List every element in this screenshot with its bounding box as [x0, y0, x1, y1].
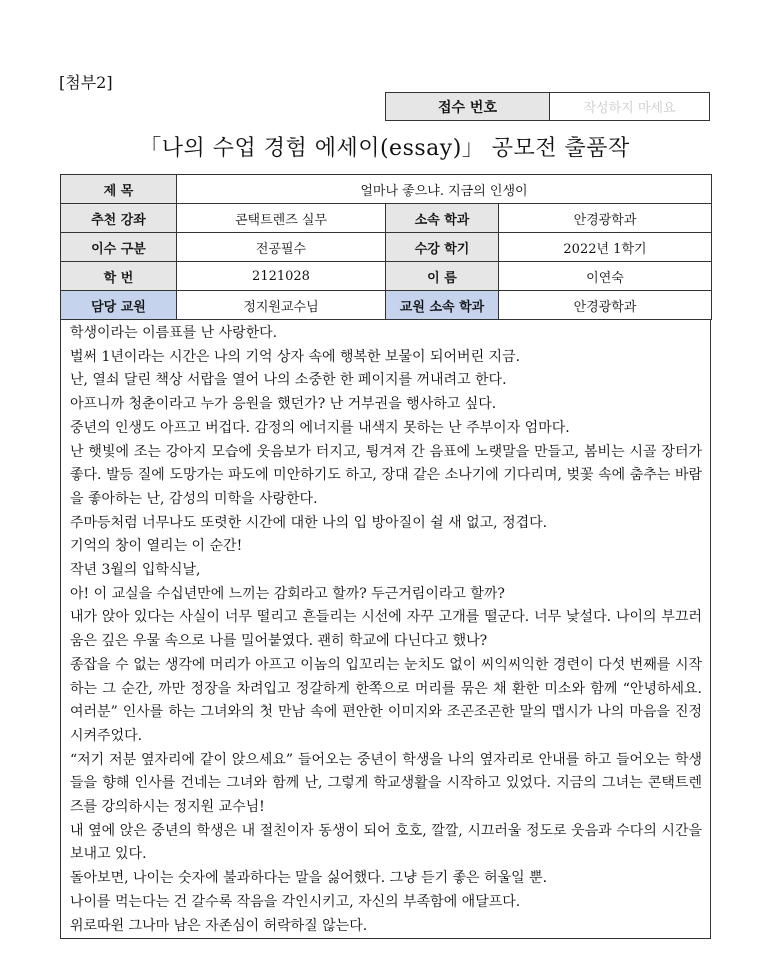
essay-paragraph: 학생이라는 이름표를 난 사랑한다. [70, 325, 278, 341]
essay-paragraph: 종잡을 수 없는 생각에 머리가 아프고 이놈의 입꼬리는 눈치도 없이 씨익씨익한 경련이 다섯 번째를 시작하는 그 순간, 까만 정장을 차려입고 정갈하게 한쪽으로 머리를 묶은 채 환한 미소와 함께 “안녕하세요. 여러분” 인사를 하는 그녀와의 첫 만남 속에 편안한 이미지와 조곤조곤한 말의 맵시가 나의 마음을 진정시켜주었다. [70, 656, 702, 744]
essay-paragraph: 내가 앉아 있다는 사실이 너무 떨리고 흔들리는 시선에 자꾸 고개를 떨군다. 너무 낯설다. 나이의 부끄러움은 깊은 우물 속으로 나를 밀어붙였다. 괜히 학교에 다닌다고 했나? [70, 609, 702, 650]
essay-paragraph: 주마등처럼 너무나도 또렷한 시간에 대한 나의 입 방아질이 쉴 새 없고, 정겹다. [70, 514, 548, 531]
semester-value: 2022년 1학기 [499, 233, 712, 262]
essay-paragraph: 중년의 인생도 아프고 버겁다. 감정의 에너지를 내색지 못하는 난 주부이자 엄마다. [70, 419, 570, 436]
professor-value: 정지원교수님 [177, 291, 386, 320]
essay-paragraph: 아! 이 교실을 수십년만에 느끼는 감회라고 할까? 두근거림이라고 할까? [70, 585, 505, 602]
title-value: 얼마나 좋으냐. 지금의 인생이 [177, 175, 712, 204]
attachment-label: [첨부2] [59, 73, 113, 92]
title-label: 제 목 [61, 175, 177, 204]
receipt-number-field[interactable]: 작성하지 마세요 [583, 101, 676, 116]
essay-paragraph: 난 햇빛에 조는 강아지 모습에 웃음보가 터지고, 튕겨져 간 음표에 노랫말을 만들고, 봄비는 시골 장터가 좋다. 발등 질에 도망가는 파도에 미안하기도 하고, 장대 같은 소나기에 기다리며, 벚꽃 속에 춤추는 바람을 좋아하는 난, 감성의 미학을 사랑한다. [70, 443, 702, 507]
essay-paragraph: 위로따윈 그나마 남은 자존심이 허락하질 않는다. [70, 917, 368, 934]
department-label: 소속 학과 [386, 204, 499, 233]
table-row [61, 291, 712, 320]
essay-paragraph: “저기 저분 옆자리에 같이 앉으세요” 들어오는 중년이 학생을 나의 옆자리로 안내를 하고 들어오는 학생들을 향해 인사를 건네는 그녀와 함께 난, 그렇게 학교생활을 시작하고 있었다. 지금의 그녀는 콘택트렌즈를 강의하시는 정지원 교수님! [70, 751, 702, 816]
professor-label: 담당 교원 [61, 291, 177, 320]
name-label: 이 름 [386, 262, 499, 291]
entry-info-table [60, 174, 712, 320]
table-row [61, 262, 712, 291]
essay-paragraph: 난, 열쇠 달린 책상 서랍을 열어 나의 소중한 한 페이지를 꺼내려고 한다. [70, 372, 507, 389]
essay-paragraph: 나이를 먹는다는 건 갈수록 작음을 각인시키고, 자신의 부족함에 애달프다. [70, 893, 521, 910]
course-type-label: 이수 구분 [61, 233, 177, 262]
essay-paragraph: 기억의 창이 열리는 이 순간! [70, 538, 243, 555]
essay-paragraph: 벌써 1년이라는 시간은 나의 기억 상자 속에 행복한 보물이 되어버린 지금. [70, 348, 521, 365]
course-label: 추천 강좌 [61, 204, 177, 233]
table-row [61, 233, 712, 262]
professor-department-label: 교원 소속 학과 [386, 291, 499, 320]
course-value: 콘택트렌즈 실무 [177, 204, 386, 233]
department-value: 안경광학과 [499, 204, 712, 233]
essay-paragraph: 내 옆에 앉은 중년의 학생은 내 절친이자 동생이 되어 호호, 깔깔, 시끄러울 정도로 웃음과 수다의 시간을 보내고 있다. [70, 822, 702, 863]
essay-paragraph: 아프니까 청춘이라고 누가 응원을 했던가? 난 거부권을 행사하고 싶다. [70, 396, 497, 413]
name-value: 이연숙 [499, 262, 712, 291]
course-type-value: 전공필수 [177, 233, 386, 262]
receipt-number-box [385, 92, 710, 121]
semester-label: 수강 학기 [386, 233, 499, 262]
document-title: 「나의 수업 경험 에세이(essay)」 공모전 출품작 [139, 136, 630, 161]
professor-department-value: 안경광학과 [499, 291, 712, 320]
essay-paragraph: 작년 3월의 입학식날, [70, 562, 201, 579]
table-row [61, 175, 712, 204]
receipt-number-label: 접수 번호 [386, 93, 550, 120]
essay-paragraph: 돌아보면, 나이는 숫자에 불과하다는 말을 싫어했다. 그냥 듣기 좋은 허울일 뿐. [70, 870, 548, 887]
student-id-value: 2121028 [177, 262, 386, 291]
student-id-label: 학 번 [61, 262, 177, 291]
essay-body [60, 319, 711, 939]
table-row [61, 204, 712, 233]
